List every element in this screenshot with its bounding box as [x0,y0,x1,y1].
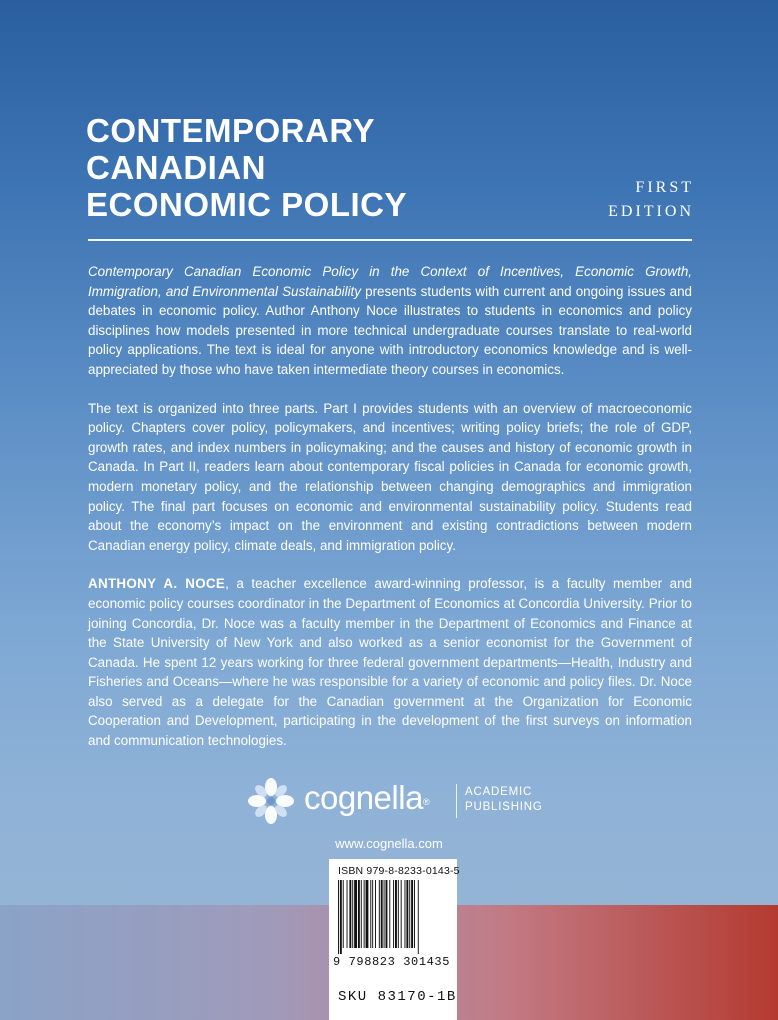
barcode-stripe [386,880,388,948]
tagline-line-1: ACADEMIC [465,786,533,798]
barcode-stripe [411,880,413,948]
barcode-stripe [364,880,365,948]
registered-mark: ® [422,797,430,807]
barcode-stripe [361,880,362,948]
barcode-stripe [347,880,348,948]
barcode-stripe [389,880,390,948]
author-bio-text: , a teacher excellence award-winning professor, is a faculty member and economic policy courses coordinator in the Department of Economics at Concordia University. Prior to joining Concordia, Dr. Noce was a faculty member in the Department of Economics and Finance at the State University of New York and also worked as a senior economist for the Government of Canada. He spent 12 years working for three federal government departments—Health, Industry and Fisheries and Oceans—where he was responsible for a variety of economic and policy files. Dr. Noce also served as a delegate for the Canadian government at the Organization for Economic Cooperation and Development, participating in the development of the first surveys on information and communication technologies. [88,576,692,749]
title-line-3: ECONOMIC POLICY [86,186,408,223]
barcode-stripe [352,880,353,948]
barcode-stripe [398,880,399,948]
barcode-stripe [354,880,357,948]
barcode-stripe [381,880,383,948]
cognella-flower-icon [246,776,296,826]
barcode-stripe [393,880,394,948]
author-bio [88,574,692,750]
publisher-logo [246,772,566,828]
barcode-stripe [340,880,342,954]
barcode-stripe [395,880,397,948]
title-divider [88,239,692,241]
barcode-stripe [375,880,376,948]
edition-label [574,176,694,224]
barcode-stripe [409,880,410,948]
book-full-title: Contemporary Canadian Economic Policy in the Context of Incentives, Economic Growth, Immigration, and Environmental Sustainability [88,264,692,299]
edition-line-2: EDITION [608,203,694,220]
title-line-2: CANADIAN [86,149,266,186]
barcode-stripe [338,880,339,954]
barcode-stripe [370,880,371,948]
book-title [86,112,566,223]
back-cover-copy [88,262,692,770]
barcode-stripe [406,880,408,948]
publisher-wordmark [304,778,429,818]
publisher-tagline [465,785,543,815]
barcode-stripe [358,880,360,948]
logo-divider [456,784,457,818]
barcode-stripe [379,880,380,948]
barcode-stripe [418,880,419,954]
barcode-stripe [366,880,369,948]
barcode-stripe [414,880,415,948]
description-paragraph-2: The text is organized into three parts. Part I provides students with an overview of macroeconomic policy. Chapters cover policy, policymakers, and incentives; writing policy briefs; the role of GDP, growth rates, and index numbers in policymaking; and the causes and history of economic growth in Canada. In Part II, readers learn about contemporary fiscal policies in Canada for economic growth, modern monetary policy, and the relationship between changing demographics and immigration policy. The final part focuses on economic and environmental sustainability policy. Students read about the economy’s impact on the environment and existing contradictions between modern Canadian energy policy, climate deals, and immigration policy. [88,400,692,553]
sku-text: SKU 83170-1B [338,989,457,1005]
barcode-digits: 9 798823 301435 [333,955,451,969]
description-paragraph-1 [88,262,692,380]
title-line-1: CONTEMPORARY [86,112,375,149]
author-name: ANTHONY A. NOCE [88,576,226,592]
description-p1-text: presents students with current and ongoing issues and debates in economic policy. Author Anthony Noce illustrates to students in economics and policy disciplines how models presented in more technical undergraduate courses translate to real-world policy applications. The text is ideal for anyone with introductory economics knowledge and is well-appreciated by those who have taken intermediate theory courses in economics. [88,283,693,377]
barcode-stripe [405,880,406,948]
barcode-stripe [343,880,344,948]
tagline-line-2: PUBLISHING [465,801,543,813]
barcode-stripe [401,880,402,948]
publisher-name: cognella [304,779,423,816]
barcode-stripe [384,880,385,948]
barcode-stripe [349,880,351,948]
barcode-label [329,859,460,1020]
publisher-url: www.cognella.com [335,836,443,851]
edition-line-1: FIRST [635,179,694,196]
isbn-text: ISBN 979-8-8233-0143-5 [338,865,460,877]
barcode-bars [338,880,450,954]
barcode-stripe [372,880,373,948]
